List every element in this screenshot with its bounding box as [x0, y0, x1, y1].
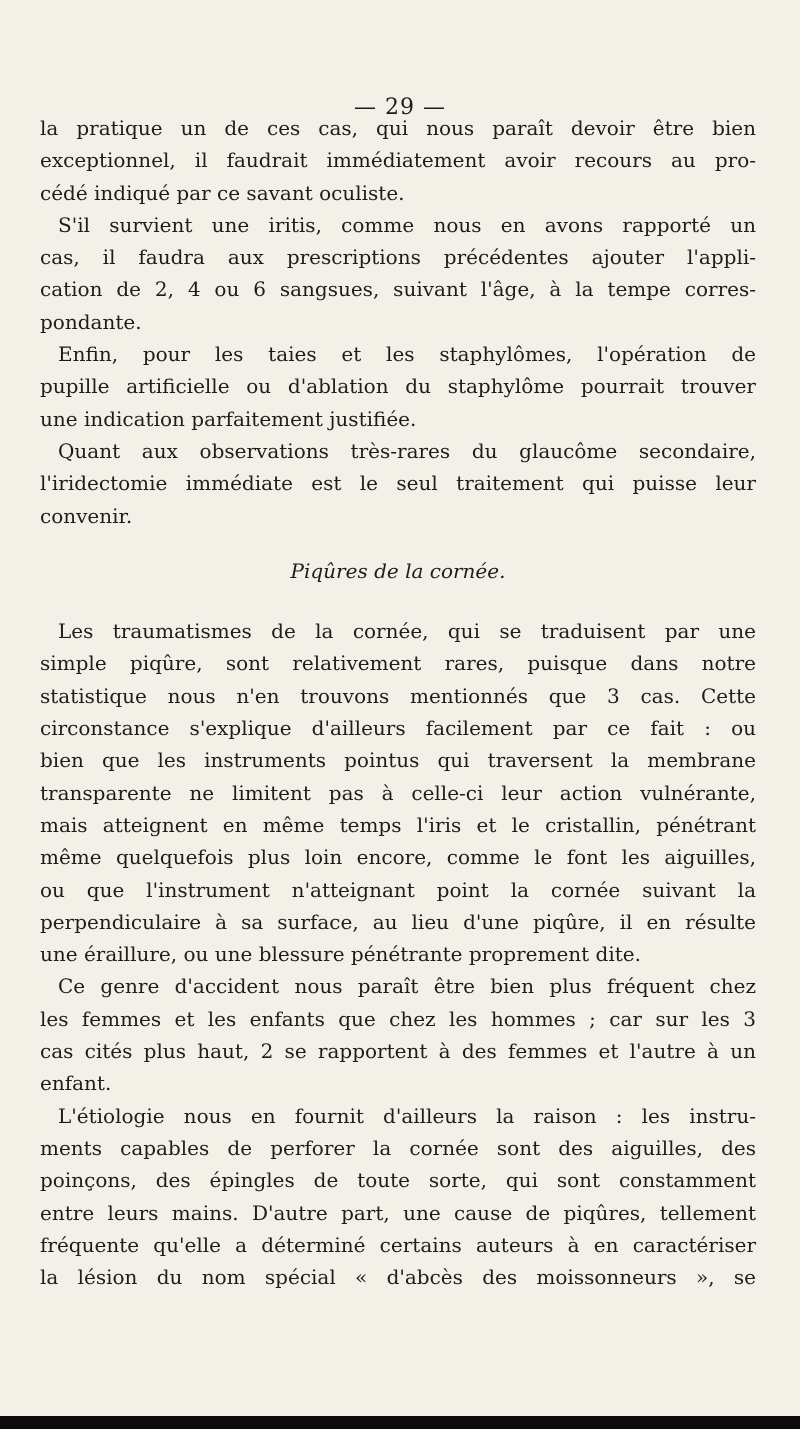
text-line: la lésion du nom spécial « d'abcès des moissonneurs », se — [40, 1265, 756, 1290]
text-line: pupille artificielle ou d'ablation du staphylôme pourrait trouver — [40, 374, 756, 399]
text-line: cation de 2, 4 ou 6 sangsues, suivant l'âge, à la tempe corres- — [40, 277, 756, 302]
page-number: — 29 — — [354, 95, 446, 120]
text-line: ou que l'instrument n'atteignant point la cornée suivant la — [40, 877, 756, 902]
text-line: les femmes et les enfants que chez les hommes ; car sur les 3 — [40, 1006, 756, 1031]
text-line: cas, il faudra aux prescriptions précédentes ajouter l'appli- — [40, 245, 756, 270]
text-line: convenir. — [40, 503, 133, 528]
text-line: l'iridectomie immédiate est le seul traitement qui puisse leur — [40, 471, 756, 496]
text-line: même quelquefois plus loin encore, comme le font les aiguilles, — [40, 845, 756, 870]
text-line: circonstance s'explique d'ailleurs facilement par ce fait : ou — [40, 716, 756, 741]
text-line: poinçons, des épingles de toute sorte, qui sont constamment — [40, 1168, 756, 1193]
paragraph — [40, 338, 756, 435]
paragraph — [40, 615, 756, 970]
text-line: bien que les instruments pointus qui traversent la membrane — [40, 748, 756, 773]
text-line: une indication parfaitement justifiée. — [40, 406, 417, 431]
text-line: ments capables de perforer la cornée sont des aiguilles, des — [40, 1135, 756, 1160]
text-line: perpendiculaire à sa surface, au lieu d'une piqûre, il en résulte — [40, 909, 756, 934]
text-line: une éraillure, ou une blessure pénétrante proprement dite. — [40, 942, 641, 967]
text-line: mais atteignent en même temps l'iris et le cristallin, pénétrant — [40, 812, 756, 837]
text-line: statistique nous n'en trouvons mentionnés que 3 cas. Cette — [40, 683, 756, 708]
body-text — [40, 112, 756, 1293]
paragraph — [40, 112, 756, 209]
section-heading: Piqûres de la cornée. — [290, 558, 506, 583]
text-line: fréquente qu'elle a déterminé certains auteurs à en caractériser — [40, 1232, 756, 1257]
text-line: pondante. — [40, 309, 142, 334]
text-line: cédé indiqué par ce savant oculiste. — [40, 180, 405, 205]
scan-edge-bar — [0, 1416, 800, 1429]
text-line: enfant. — [40, 1071, 112, 1096]
text-line: S'il survient une iritis, comme nous en avons rapporté un — [58, 212, 756, 237]
text-line: entre leurs mains. D'autre part, une cause de piqûres, tellement — [40, 1200, 756, 1225]
text-line: cas cités plus haut, 2 se rapportent à des femmes et l'autre à un — [40, 1039, 756, 1064]
text-line: L'étiologie nous en fournit d'ailleurs la raison : les instru- — [58, 1103, 756, 1128]
text-line: Enfin, pour les taies et les staphylômes, l'opération de — [58, 342, 756, 367]
text-line: la pratique un de ces cas, qui nous paraît devoir être bien — [40, 116, 756, 140]
paragraph — [40, 1100, 756, 1294]
paragraph — [40, 209, 756, 338]
text-line: Les traumatismes de la cornée, qui se traduisent par une — [58, 619, 756, 644]
text-line: exceptionnel, il faudrait immédiatement avoir recours au pro- — [40, 148, 756, 173]
text-line: transparente ne limitent pas à celle-ci leur action vulnérante, — [40, 780, 756, 805]
text-line: Quant aux observations très-rares du glaucôme secondaire, — [58, 438, 756, 463]
text-line: Ce genre d'accident nous paraît être bien plus fréquent chez — [58, 974, 756, 999]
paragraph — [40, 435, 756, 532]
text-line: simple piqûre, sont relativement rares, puisque dans notre — [40, 651, 756, 676]
paragraph — [40, 970, 756, 1099]
